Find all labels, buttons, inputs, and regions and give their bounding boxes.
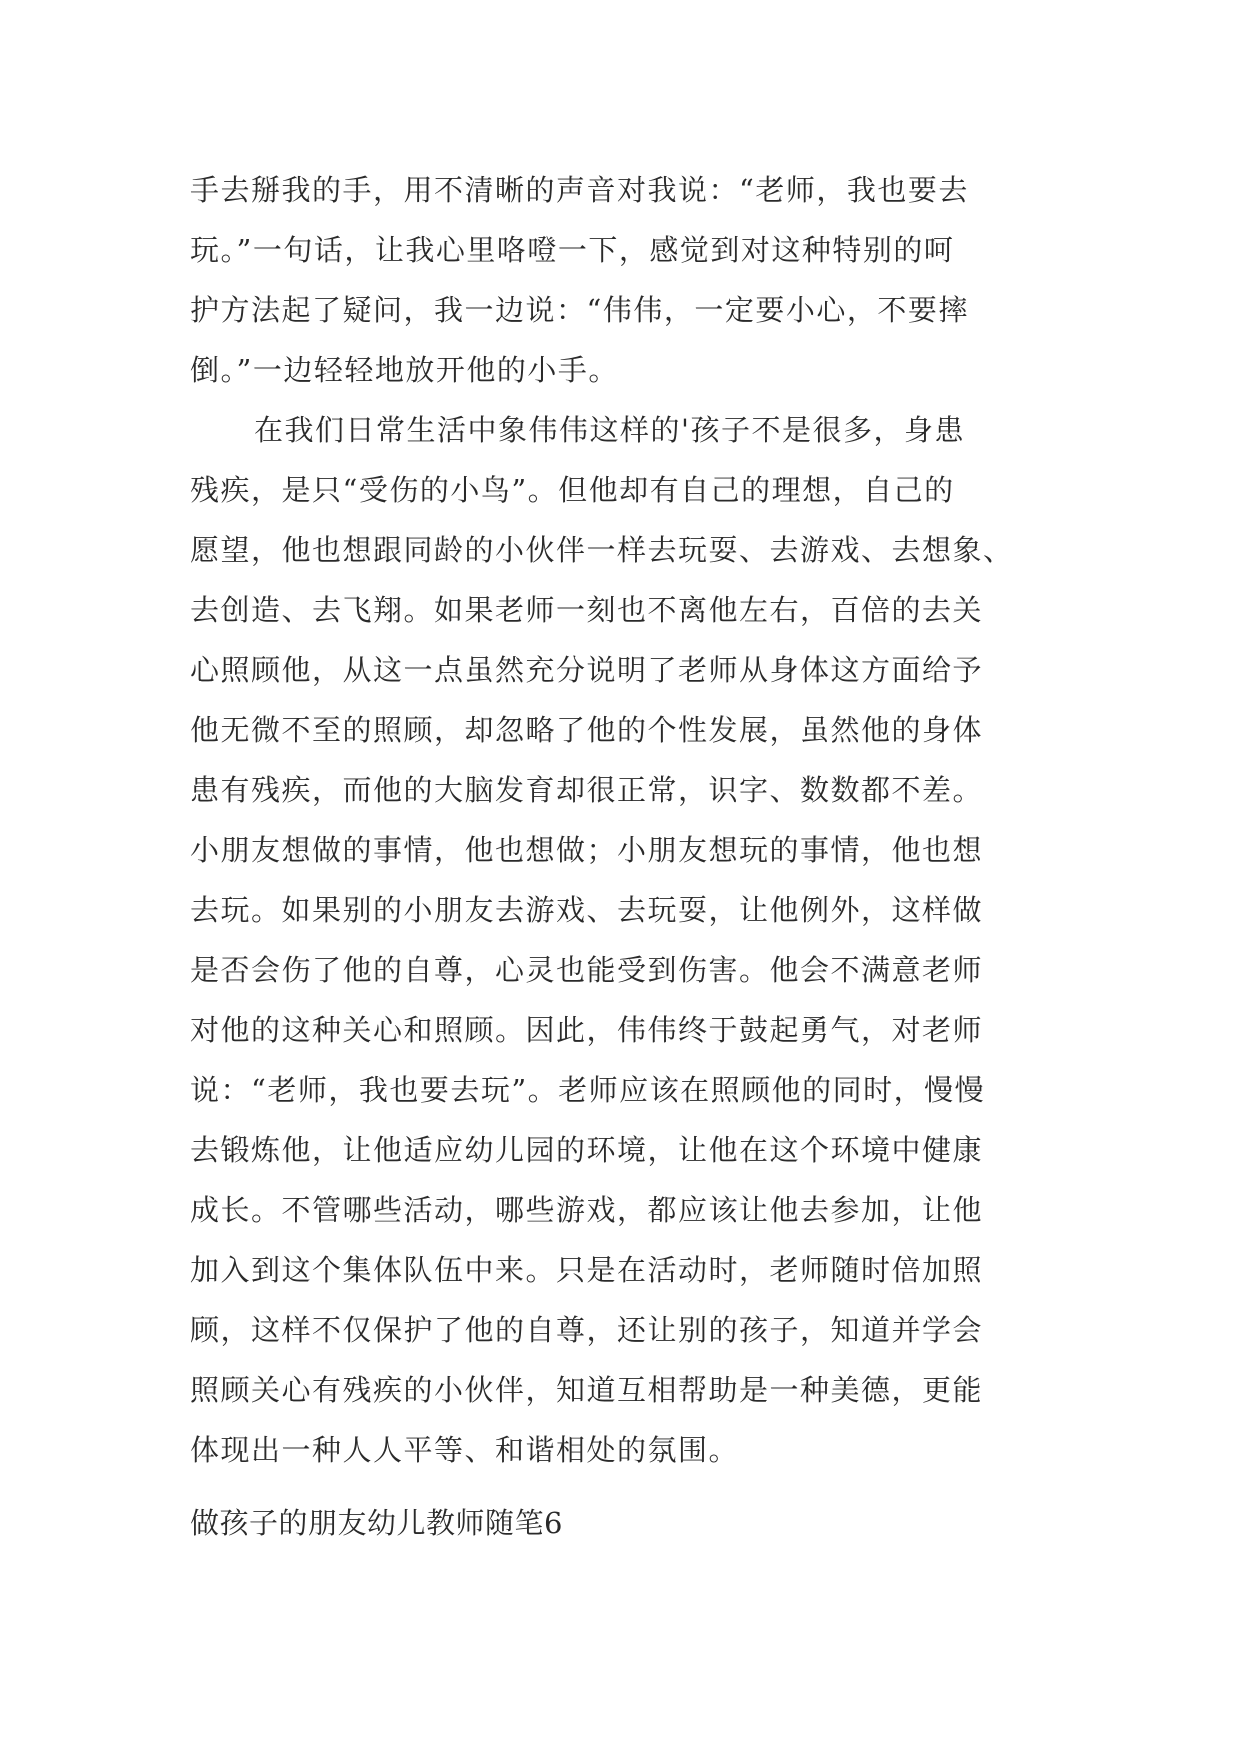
paragraph-1 <box>190 160 1060 400</box>
text-line: 说：“老师，我也要去玩”。老师应该在照顾他的同时，慢慢 <box>190 1073 986 1107</box>
text-line: 愿望，他也想跟同龄的小伙伴一样去玩耍、去游戏、去想象、 <box>190 533 1014 567</box>
text-line: 是否会伤了他的自尊，心灵也能受到伤害。他会不满意老师 <box>190 953 984 987</box>
text-line: 玩。”一句话，让我心里咯噔一下，感觉到对这种特别的呵 <box>190 233 955 267</box>
text-line: 护方法起了疑问，我一边说：“伟伟，一定要小心，不要摔 <box>190 293 969 327</box>
text-line: 顾，这样不仅保护了他的自尊，还让别的孩子，知道并学会 <box>190 1313 984 1347</box>
text-line: 成长。不管哪些活动，哪些游戏，都应该让他去参加，让他 <box>190 1193 984 1227</box>
text-line: 体现出一种人人平等、和谐相处的氛围。 <box>190 1433 740 1467</box>
text-line: 去创造、去飞翔。如果老师一刻也不离他左右，百倍的去关 <box>190 593 984 627</box>
text-line: 心照顾他，从这一点虽然充分说明了老师从身体这方面给予 <box>190 653 984 687</box>
text-line: 照顾关心有残疾的小伙伴，知道互相帮助是一种美德，更能 <box>190 1373 984 1407</box>
text-line: 手去掰我的手，用不清晰的声音对我说：“老师，我也要去 <box>190 173 969 207</box>
text-line: 对他的这种关心和照顾。因此，伟伟终于鼓起勇气，对老师 <box>190 1013 984 1047</box>
text-line: 在我们日常生活中象伟伟这样的'孩子不是很多，身患 <box>254 413 965 447</box>
text-line: 倒。”一边轻轻地放开他的小手。 <box>190 353 619 387</box>
text-line: 残疾，是只“受伤的小鸟”。但他却有自己的理想，自己的 <box>190 473 955 507</box>
paragraph-2 <box>190 400 1060 1480</box>
text-line: 小朋友想做的事情，他也想做；小朋友想玩的事情，他也想 <box>190 833 984 867</box>
document-body <box>190 160 1060 1480</box>
text-line: 患有残疾，而他的大脑发育却很正常，识字、数数都不差。 <box>190 773 984 807</box>
text-line: 他无微不至的照顾，却忽略了他的个性发展，虽然他的身体 <box>190 713 984 747</box>
text-line: 去锻炼他，让他适应幼儿园的环境，让他在这个环境中健康 <box>190 1133 984 1167</box>
text-line: 加入到这个集体队伍中来。只是在活动时，老师随时倍加照 <box>190 1253 984 1287</box>
section-heading: 做孩子的朋友幼儿教师随笔6 <box>190 1506 563 1540</box>
text-line: 去玩。如果别的小朋友去游戏、去玩耍，让他例外，这样做 <box>190 893 984 927</box>
